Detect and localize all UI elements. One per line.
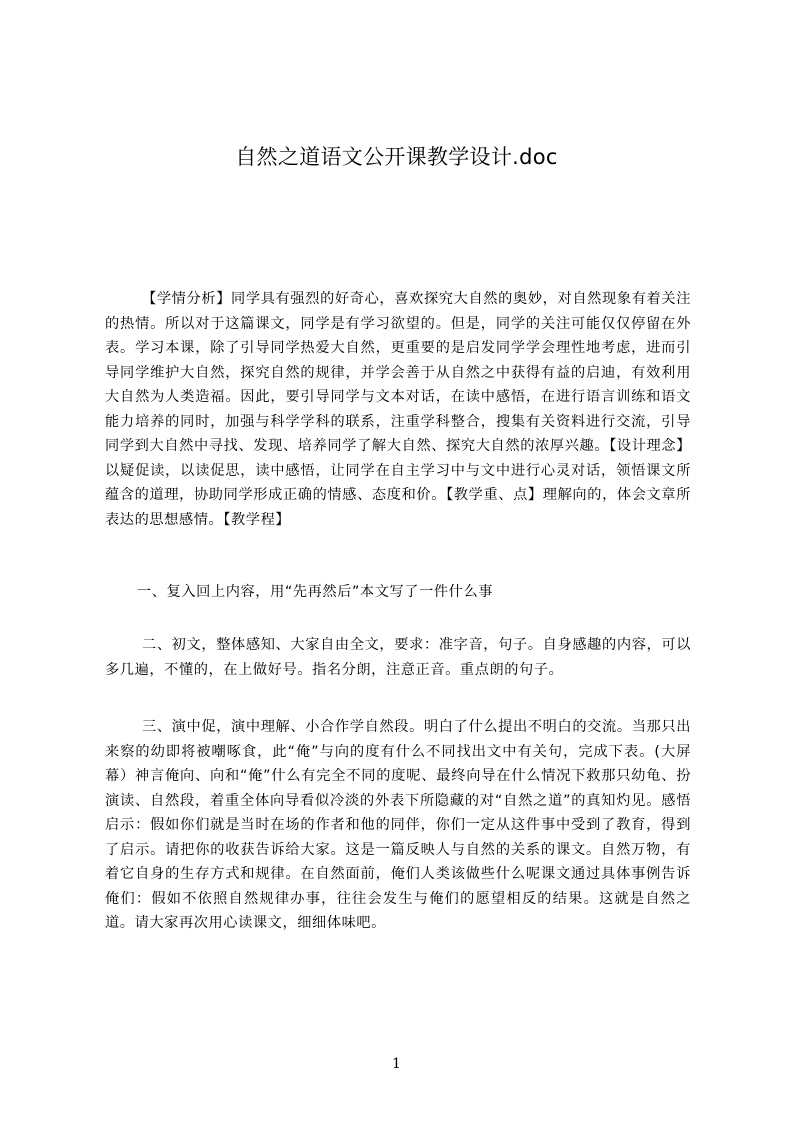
paragraph-step-two: 二、初文，整体感知、大家自由全文，要求：准字音，句子。自身感趣的内容，可以多几遍，不懂的，在上做好号。指名分朗，注意正音。重点朗的句子。 (105, 637, 691, 678)
paragraph-step-one: 一、复入回上内容，用“先再然后”本文写了一件什么事 (137, 584, 494, 600)
document-title: 自然之道语文公开课教学设计.doc (235, 145, 558, 169)
paragraph-step-three: 三、演中促，演中理解、小合作学自然段。明白了什么提出不明白的交流。当那只出来察的幼即将被嘲啄食，此“俺”与向的度有什么不同找出文中有关句，完成下表。(大屏幕）神言俺向、向和“俺”什么有完全不同的度呢、最终向导在什么情况下救那只幼龟、扮演读、自然段，着重全体向导看似冷淡的外表下所隐藏的对“自然之道”的真知灼见。感悟启示：假如你们就是当时在场的作者和他的同伴，你们一定从这件事中受到了教育，得到了启示。请把你的收获告诉给大家。这是一篇反映人与自然的关系的课文。自然万物，有着它自身的生存方式和规律。在自然面前，俺们人类该做些什么呢课文通过具体事例告诉俺们：假如不依照自然规律办事，往往会发生与俺们的愿望相反的结果。这就是自然之道。请大家再次用心读课文，细细体味吧。 (105, 719, 691, 931)
page-number: 1 (392, 1056, 401, 1072)
paragraph-learning-analysis: 【学情分析】同学具有强烈的好奇心，喜欢探究大自然的奥妙，对自然现象有着关注的热情。所以对于这篇课文，同学是有学习欲望的。但是，同学的关注可能仅仅停留在外表。学习本课，除了引导同学热爱大自然，更重要的是启发同学学会理性地考虑，进而引导同学维护大自然，探究自然的规律，并学会善于从自然之中获得有益的启迪，有效利用大自然为人类造福。因此，要引导同学与文本对话，在读中感悟，在进行语言训练和语文能力培养的同时，加强与科学学科的联系，注重学科整合，搜集有关资料进行交流，引导同学到大自然中寻找、发现、培养同学了解大自然、探究大自然的浓厚兴趣。【设计理念】以疑促读，以读促思，读中感悟，让同学在自主学习中与文中进行心灵对话，领悟课文所蕴含的道理，协助同学形成正确的情感、态度和价。【教学重、点】理解向的，体会文章所表达的思想感情。【教学程】 (105, 291, 691, 528)
